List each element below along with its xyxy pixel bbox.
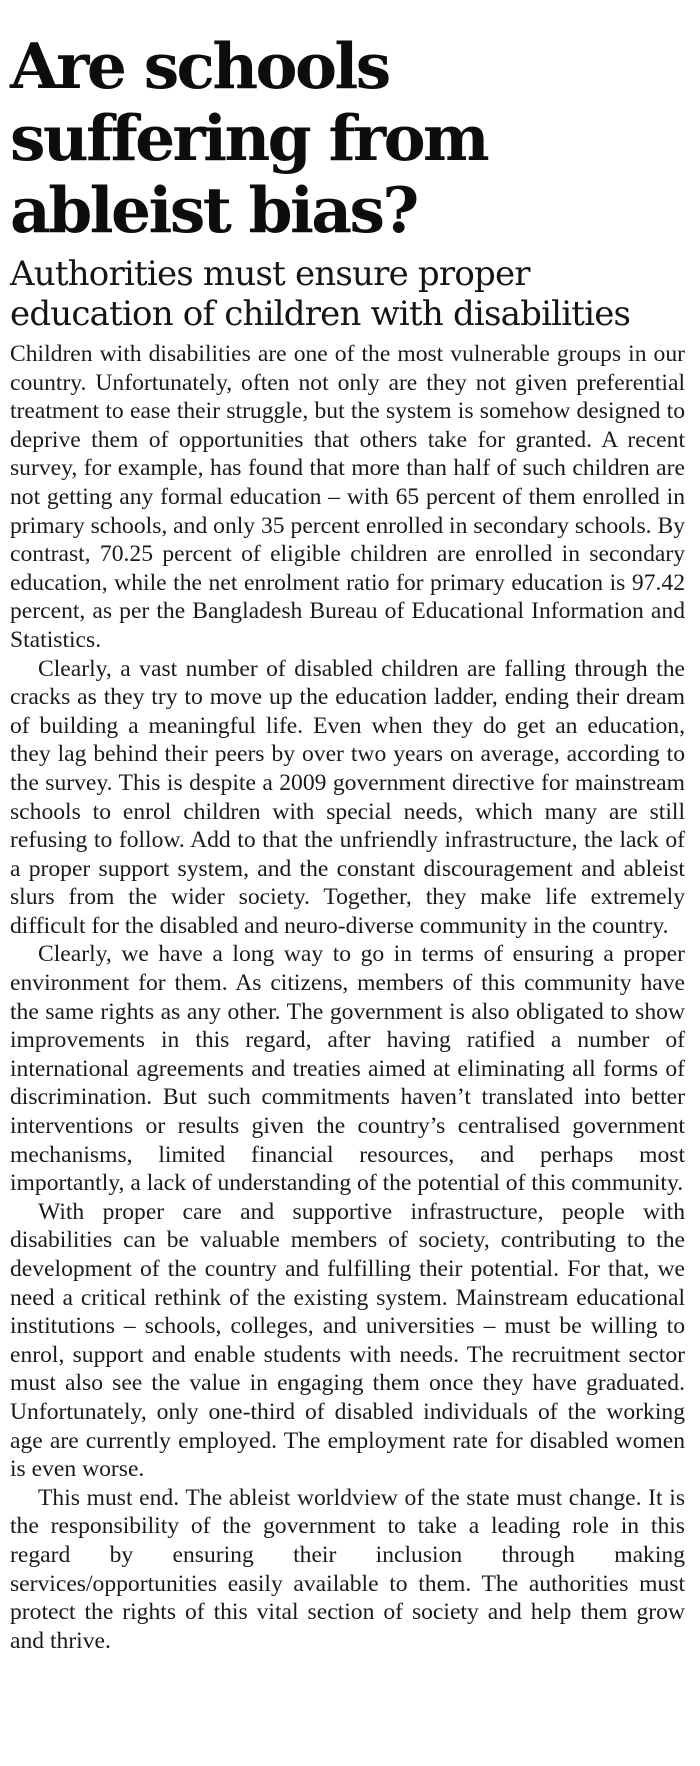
subheadline: Authorities must ensure proper education of children with disabilities [10,254,631,334]
body-paragraph-5: This must end. The ableist worldview of the state must change. It is the responsibility of the government to take a leading role in this regard by ensuring their inclusion through making services/opportunities easily available to them. The authorities must protect the rights of this vital section of society and help them grow and thrive. [10,1484,685,1654]
headline: Are schools suffering from ableist bias? [10,29,488,247]
article-body [10,340,685,1655]
body-paragraph-2: Clearly, a vast number of disabled children are falling through the cracks as they try to move up the education ladder, ending their dream of building a meaningful life. Even when they do get an education, they lag behind their peers by over two years on average, according to the survey. This is despite a 2009 government directive for mainstream schools to enrol children with special needs, which many are still refusing to follow. Add to that the unfriendly infrastructure, the lack of a proper support system, and the constant discouragement and ableist slurs from the wider society. Together, they make life extremely difficult for the disabled and neuro-diverse community in the country. [10,655,685,939]
body-paragraph-1: Children with disabilities are one of the most vulnerable groups in our country. Unfortunately, often not only are they not given preferential treatment to ease their struggle, but the system is somehow designed to deprive them of opportunities that others take for granted. A recent survey, for example, has found that more than half of such children are not getting any formal education – with 65 percent of them enrolled in primary schools, and only 35 percent enrolled in secondary schools. By contrast, 70.25 percent of eligible children are enrolled in secondary education, while the net enrolment ratio for primary education is 97.42 percent, as per the Bangladesh Bureau of Educational Information and Statistics. [10,341,685,653]
body-paragraph-4: With proper care and supportive infrastructure, people with disabilities can be valuable members of society, contributing to the development of the country and fulfilling their potential. For that, we need a critical rethink of the existing system. Mainstream educational institutions – schools, colleges, and universities – must be willing to enrol, support and enable students with needs. The recruitment sector must also see the value in engaging them once they have graduated. Unfortunately, only one-third of disabled individuals of the working age are currently employed. The employment rate for disabled women is even worse. [10,1198,685,1483]
body-paragraph-3: Clearly, we have a long way to go in terms of ensuring a proper environment for them. As citizens, members of this community have the same rights as any other. The government is also obligated to show improvements in this regard, after having ratified a number of international agreements and treaties aimed at eliminating all forms of discrimination. But such commitments haven’t translated into better interventions or results given the country’s centralised government mechanisms, limited financial resources, and perhaps most importantly, a lack of understanding of the potential of this community. [10,941,685,1197]
